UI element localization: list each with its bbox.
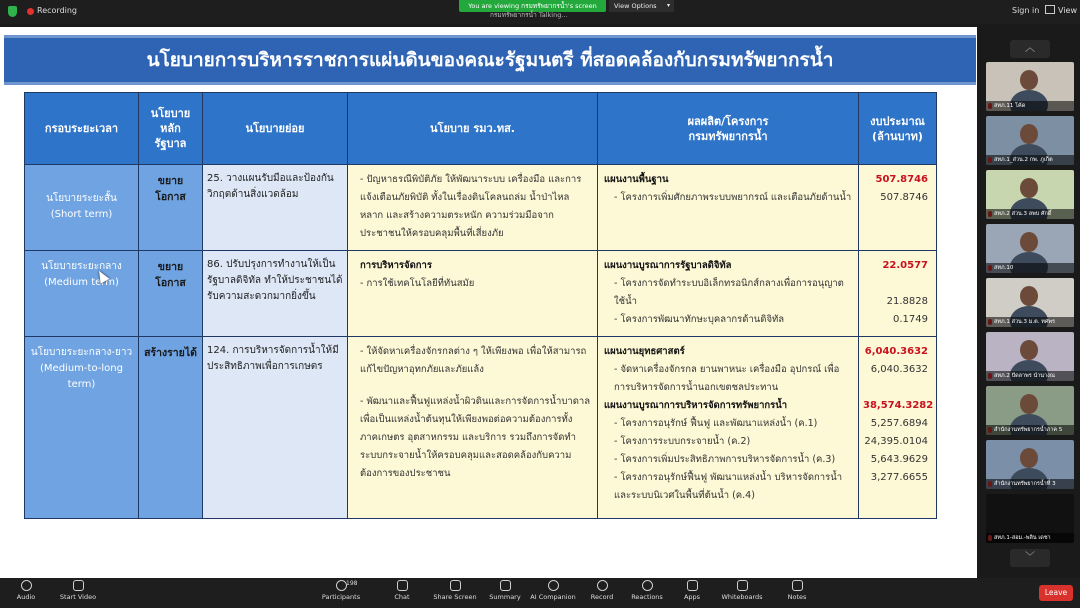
participant-name: สทภ.1_ส่วน.2 กพ. ภูเก็ต [986,155,1074,165]
period-cell [25,165,139,251]
products-cell [598,165,859,251]
participant-panel [980,38,1080,578]
ai-companion-button[interactable] [530,580,576,601]
header-minister-policy: นโยบาย รมว.ทส. [348,93,598,165]
recording-label: Recording [37,6,78,15]
participant-name: สำนักงานทรัพยากรน้ำที่ 3 [986,479,1074,489]
gov-policy-line: สร้างรายได้ [144,347,197,359]
participants-button[interactable] [320,580,362,601]
participant-face [1020,394,1038,414]
budget-value: 507.8746 [875,174,928,185]
participants-icon [336,580,347,591]
apps-button[interactable] [680,580,704,601]
header-gov-line: รัฐบาล [154,137,187,150]
participant-name: สทภ.1-สอม.-พลิน เดชา [986,533,1074,543]
sub-policy-text: 25. วางแผนรับมือและป้องกันวิกฤตด้านสิ่งแวดล้อม [207,173,334,200]
apps-icon [687,580,698,591]
sub-policy-cell [203,337,348,519]
notes-button[interactable] [784,580,810,601]
talking-indicator: กรมทรัพยากรน้ำ Talking... [490,11,568,19]
participant-tile[interactable] [986,224,1074,273]
header-budget [859,93,937,165]
product-line: - โครงการเพิ่มประสิทธิภาพการบริหารจัดการน้ำ (ค.3) [614,454,836,465]
sub-policy-cell [203,251,348,337]
participant-face [1020,448,1038,468]
record-label: Record [590,593,614,601]
product-line: - โครงการระบบกระจายน้ำ (ค.2) [614,436,751,447]
participant-name: สทภ.10 [986,263,1074,273]
participant-tile[interactable] [986,386,1074,435]
audio-button[interactable] [14,580,38,601]
start-video-button[interactable] [58,580,98,601]
period-line: นโยบายระยะกลาง [41,261,122,272]
minister-policy-line: การบริหารจัดการ [360,260,432,271]
smiley-icon [642,580,653,591]
sub-policy-text: 124. การบริหารจัดการน้ำให้มีประสิทธิภาพเพื่อการเกษตร [207,345,339,372]
microphone-icon [21,580,32,591]
reactions-label: Reactions [631,593,663,601]
header-products-line: กรมทรัพยากรน้ำ [688,129,768,143]
table-header-row [25,93,937,165]
period-line: term) [67,379,96,390]
security-shield-icon[interactable] [8,6,17,17]
product-line: - โครงการเพิ่มศักยภาพระบบพยากรณ์ และเตือนภัยด้านน้ำ [614,192,852,203]
minister-policy-line: - ให้จัดหาเครื่องจักรกลต่าง ๆ ให้เพียงพอ เพื่อให้สามารถแก้ไขปัญหาอุทกภัยและภัยแล้ง [360,346,587,375]
scroll-down-button[interactable]: ﹀ [1010,549,1050,567]
gov-policy-line: ขยาย [157,175,184,187]
view-options-button[interactable] [609,0,674,12]
product-line: แผนงานยุทธศาสตร์ [604,346,685,357]
chevron-down-icon: ▾ [666,2,670,9]
sub-policy-cell [203,165,348,251]
participant-tile[interactable] [986,440,1074,489]
participant-tile[interactable] [986,170,1074,219]
product-line: แผนงานบูรณาการบริหารจัดการทรัพยากรน้ำ [604,400,788,411]
header-budget-line: (ล้านบาท) [872,129,923,143]
ai-label: AI Companion [530,593,576,601]
participants-label: Participants [321,593,361,601]
participant-face [1020,232,1038,252]
participant-tile[interactable] [986,278,1074,327]
table-row [25,251,937,337]
budget-cell [859,337,937,519]
chat-button[interactable] [390,580,414,601]
gov-policy-cell [139,251,203,337]
whiteboards-button[interactable] [720,580,764,601]
record-icon [597,580,608,591]
summary-label: Summary [489,593,521,601]
video-camera-icon [73,580,84,591]
budget-value: 5,257.6894 [870,418,928,429]
minister-policy-line: - การใช้เทคโนโลยีที่ทันสมัย [360,278,475,289]
period-cell [25,251,139,337]
whiteboard-icon [737,580,748,591]
participant-name: สทภ.2 ส่วน.3 ลพบ ศักดิ์ [986,209,1074,219]
participants-count: 198 [346,580,358,587]
slide-title: นโยบายการบริหารราชการแผ่นดินของคณะรัฐมนตรี ที่สอดคล้องกับกรมทรัพยากรน้ำ [146,49,834,71]
slide-title-band [4,35,976,85]
chat-label: Chat [394,593,410,601]
sign-in-link[interactable]: Sign in [1012,6,1040,15]
share-screen-icon [450,580,461,591]
view-button[interactable] [1045,5,1077,15]
sparkle-icon [548,580,559,591]
header-products [598,93,859,165]
participant-tile[interactable] [986,116,1074,165]
grid-view-icon [1045,5,1055,14]
chat-icon [397,580,408,591]
gov-policy-line: โอกาส [155,277,186,289]
leave-button[interactable]: Leave [1039,585,1073,601]
header-gov-policy [139,93,203,165]
product-line: - โครงการอนุรักษ์ฟื้นฟู พัฒนาแหล่งน้ำ บริหารจัดการน้ำและระบบนิเวศในพื้นที่ต้นน้ำ (ค.4) [614,472,843,501]
sub-policy-text: 86. ปรับปรุงการทำงานให้เป็นรัฐบาลดิจิทัล ทำให้ประชาชนได้รับความสะดวกมากยิ่งขึ้น [207,259,343,302]
participant-tile[interactable] [986,62,1074,111]
apps-label: Apps [683,593,701,601]
budget-value: 24,395.0104 [864,436,928,447]
period-cell [25,337,139,519]
period-line: (Short term) [50,209,113,220]
budget-value: 22.0577 [882,260,928,271]
period-line: (Medium-to-long [40,363,123,374]
meeting-toolbar [0,578,1080,608]
product-line: แผนงานบูรณาการรัฐบาลดิจิทัล [604,260,732,271]
period-line: (Medium term) [44,277,119,288]
video-label: Start Video [59,593,97,601]
participant-name: สำนักงานทรัพยากรน้ำภาค 5 [986,425,1074,435]
budget-value: 6,040.3632 [870,364,928,375]
budget-value: 21.8828 [886,296,928,307]
budget-value: 5,643.9629 [870,454,928,465]
product-line: - จัดหาเครื่องจักรกล ยานพาหนะ เครื่องมือ อุปกรณ์ เพื่อการบริหารจัดการน้ำนอกเขตชลประทาน [614,364,840,393]
gov-policy-line: ขยาย [157,261,184,273]
participant-name: สทภ.11 โค้ด [986,101,1074,111]
share-banner: You are viewing กรมทรัพยากรน้ำ's screen [459,0,606,12]
products-cell [598,251,859,337]
policy-table [24,92,937,519]
summary-button[interactable] [489,580,521,601]
budget-value: 507.8746 [880,192,928,203]
minister-policy-line: - พัฒนาและฟื้นฟูแหล่งน้ำผิวดินและการจัดการน้ำบาดาลเพื่อเป็นแหล่งน้ำต้นทุนให้เพียงพอต่อความต้องการทั้ง ภาคเกษตร อุตสาหกรรม และบริการ รวมถึงการจัดทำระบบกระจายน้ำให้ครอบคลุมและสอดคล้องกับความต้องการของประชาชน [360,396,591,479]
product-line: - โครงการพัฒนาทักษะบุคลากรด้านดิจิทัล [614,314,785,325]
participant-face [1020,286,1038,306]
shared-screen [0,27,977,578]
record-button[interactable] [590,580,614,601]
product-line: - โครงการจัดทำระบบอิเล็กทรอนิกส์กลางเพื่อการอนุญาตใช้น้ำ [614,278,844,307]
gov-policy-cell [139,337,203,519]
budget-cell [859,165,937,251]
budget-value: 6,040.3632 [864,346,928,357]
whiteboards-label: Whiteboards [721,593,763,601]
participant-face [1020,70,1038,90]
header-period: กรอบระยะเวลา [25,93,139,165]
gov-policy-cell [139,165,203,251]
header-sub-policy: นโยบายย่อย [203,93,348,165]
product-line: แผนงานพื้นฐาน [604,174,669,185]
period-line: นโยบายระยะสั้น [46,193,117,204]
table-row [25,165,937,251]
header-gov-line: นโยบาย [150,107,191,120]
header-budget-line: งบประมาณ [870,114,925,128]
minister-policy-cell [348,337,598,519]
notes-label: Notes [787,593,807,601]
notes-icon [792,580,803,591]
budget-cell [859,251,937,337]
minister-policy-line: - ปัญหาธรณีพิบัติภัย ให้พัฒนาระบบ เครื่องมือ และการแจ้งเตือนภัยพิบัติ ทั้งในเรื่องดินโคลนถล่ม น้ำป่าไหลหลาก และสร้างความตระหนัก ความร่วมมือจากประชาชนให้ครอบคลุมพื้นที่เสี่ยงภัย [360,174,582,239]
audio-label: Audio [16,593,36,601]
budget-value: 0.1749 [893,314,928,325]
gov-policy-line: โอกาส [155,191,186,203]
participant-face [1020,178,1038,198]
participant-tile[interactable] [986,494,1074,543]
minister-policy-cell [348,251,598,337]
header-products-line: ผลผลิต/โครงการ [687,114,769,128]
table-row [25,337,937,519]
product-line: - โครงการอนุรักษ์ ฟื้นฟู และพัฒนาแหล่งน้ำ (ค.1) [614,418,818,429]
products-cell [598,337,859,519]
participant-tile[interactable] [986,332,1074,381]
participant-name: สทภ.1 ส่วน.3 ม.ต. ทศพร [986,317,1074,327]
participant-face [1020,340,1038,360]
reactions-button[interactable] [631,580,663,601]
header-gov-line: หลัก [160,122,181,135]
budget-value: 38,574.3282 [863,400,934,411]
recording-icon [27,8,34,15]
view-label: View [1058,6,1077,15]
share-screen-button[interactable] [433,580,477,601]
period-line: นโยบายระยะกลาง-ยาว [30,347,133,358]
top-bar [0,0,1080,24]
scroll-up-button[interactable]: ︿ [1010,40,1050,58]
participant-name: สทภ.2 ปัดลาพร นำนางณ [986,371,1074,381]
share-label: Share Screen [433,593,477,601]
view-options-label: View Options [614,2,657,10]
summary-icon [500,580,511,591]
budget-value: 3,277.6655 [870,472,928,483]
participant-face [1020,124,1038,144]
minister-policy-cell [348,165,598,251]
